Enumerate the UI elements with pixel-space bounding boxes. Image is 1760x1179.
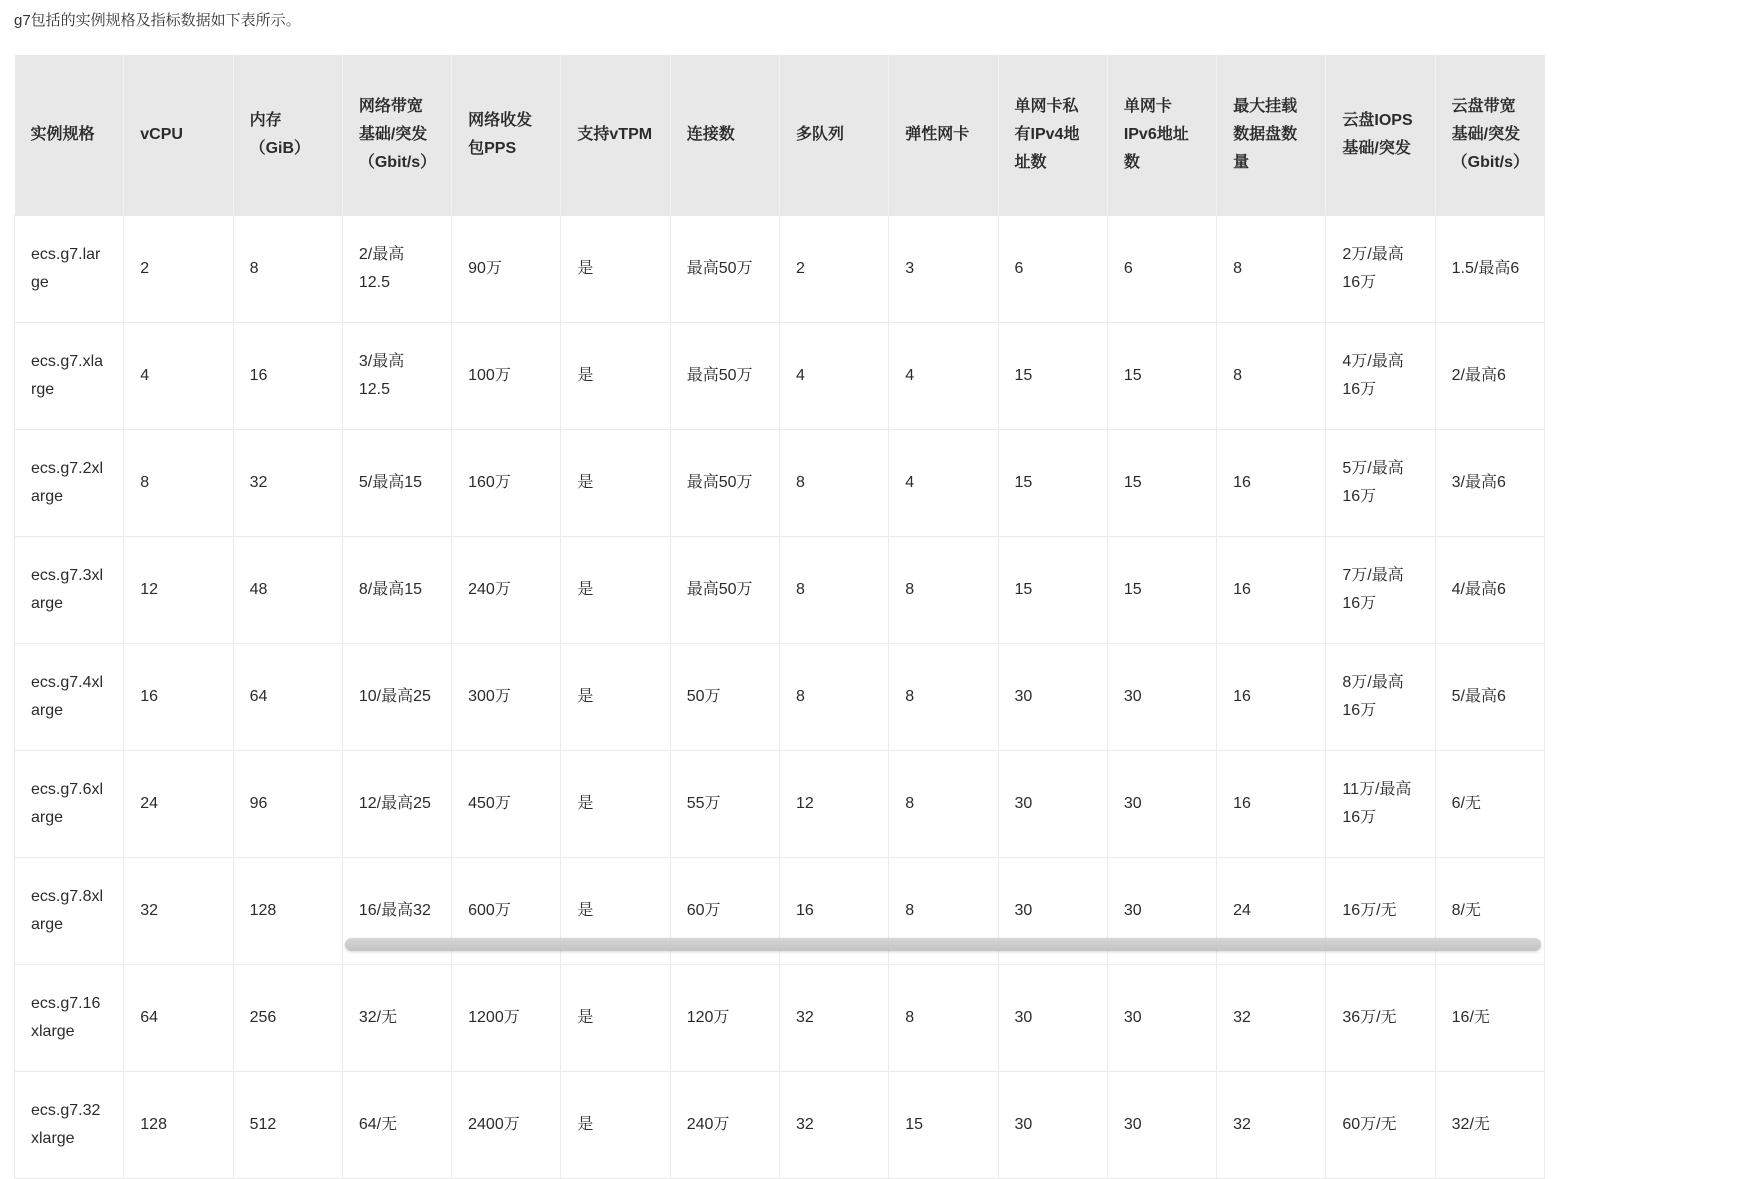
table-cell: 8 bbox=[1217, 216, 1326, 323]
table-cell: 是 bbox=[561, 216, 670, 323]
column-header: 实例规格 bbox=[15, 55, 124, 216]
table-cell: 15 bbox=[1107, 430, 1216, 537]
table-cell: 160万 bbox=[452, 430, 561, 537]
table-cell: 240万 bbox=[670, 1072, 779, 1179]
column-header: 网络带宽基础/突发（Gbit/s） bbox=[342, 55, 451, 216]
table-cell: 4 bbox=[889, 323, 998, 430]
table-cell: 是 bbox=[561, 751, 670, 858]
table-cell: 16 bbox=[124, 644, 233, 751]
table-cell: 30 bbox=[1107, 965, 1216, 1072]
table-cell: 30 bbox=[998, 1072, 1107, 1179]
table-cell: 32/无 bbox=[1435, 1072, 1544, 1179]
table-cell: 24 bbox=[1217, 858, 1326, 965]
table-cell: 4 bbox=[124, 323, 233, 430]
table-cell: 36万/无 bbox=[1326, 965, 1435, 1072]
table-cell: 8万/最高16万 bbox=[1326, 644, 1435, 751]
table-cell: 55万 bbox=[670, 751, 779, 858]
table-cell: 8/最高15 bbox=[342, 537, 451, 644]
instance-type-cell: ecs.g7.16xlarge bbox=[15, 965, 124, 1072]
table-cell: 6 bbox=[998, 216, 1107, 323]
table-cell: 8 bbox=[124, 430, 233, 537]
table-cell: 8 bbox=[1217, 323, 1326, 430]
table-row bbox=[15, 751, 1545, 858]
table-cell: 4/最高6 bbox=[1435, 537, 1544, 644]
table-cell: 2400万 bbox=[452, 1072, 561, 1179]
table-cell: 15 bbox=[1107, 323, 1216, 430]
table-cell: 16/无 bbox=[1435, 965, 1544, 1072]
column-header: vCPU bbox=[124, 55, 233, 216]
table-cell: 100万 bbox=[452, 323, 561, 430]
table-cell: 16 bbox=[1217, 430, 1326, 537]
table-cell: 6/无 bbox=[1435, 751, 1544, 858]
instance-type-cell: ecs.g7.2xlarge bbox=[15, 430, 124, 537]
table-cell: 30 bbox=[1107, 1072, 1216, 1179]
table-cell: 16 bbox=[1217, 537, 1326, 644]
table-cell: 是 bbox=[561, 1072, 670, 1179]
table-body bbox=[15, 216, 1545, 1179]
table-cell: 2/最高6 bbox=[1435, 323, 1544, 430]
table-cell: 4 bbox=[889, 430, 998, 537]
table-cell: 是 bbox=[561, 537, 670, 644]
table-header bbox=[15, 55, 1545, 216]
table-cell: 2 bbox=[779, 216, 888, 323]
table-cell: 128 bbox=[124, 1072, 233, 1179]
table-cell: 4 bbox=[779, 323, 888, 430]
table-cell: 15 bbox=[998, 537, 1107, 644]
table-cell: 5/最高6 bbox=[1435, 644, 1544, 751]
instance-type-cell: ecs.g7.8xlarge bbox=[15, 858, 124, 965]
column-header: 网络收发包PPS bbox=[452, 55, 561, 216]
table-cell: 12 bbox=[124, 537, 233, 644]
table-cell: 48 bbox=[233, 537, 342, 644]
table-cell: 12/最高25 bbox=[342, 751, 451, 858]
table-cell: 30 bbox=[998, 644, 1107, 751]
table-cell: 8 bbox=[889, 965, 998, 1072]
table-cell: 512 bbox=[233, 1072, 342, 1179]
table-cell: 是 bbox=[561, 323, 670, 430]
table-cell: 64/无 bbox=[342, 1072, 451, 1179]
header-row bbox=[15, 55, 1545, 216]
table-cell: 32/无 bbox=[342, 965, 451, 1072]
table-cell: 30 bbox=[998, 751, 1107, 858]
table-cell: 300万 bbox=[452, 644, 561, 751]
column-header: 弹性网卡 bbox=[889, 55, 998, 216]
table-cell: 32 bbox=[124, 858, 233, 965]
instance-type-cell: ecs.g7.large bbox=[15, 216, 124, 323]
table-cell: 6 bbox=[1107, 216, 1216, 323]
table-cell: 8 bbox=[889, 644, 998, 751]
table-cell: 最高50万 bbox=[670, 216, 779, 323]
table-cell: 是 bbox=[561, 430, 670, 537]
table-cell: 8 bbox=[889, 751, 998, 858]
table-cell: 30 bbox=[1107, 858, 1216, 965]
table-cell: 600万 bbox=[452, 858, 561, 965]
table-cell: 最高50万 bbox=[670, 430, 779, 537]
table-cell: 4万/最高16万 bbox=[1326, 323, 1435, 430]
table-cell: 256 bbox=[233, 965, 342, 1072]
table-cell: 3/最高12.5 bbox=[342, 323, 451, 430]
table-cell: 30 bbox=[1107, 751, 1216, 858]
table-cell: 8 bbox=[779, 644, 888, 751]
table-cell: 240万 bbox=[452, 537, 561, 644]
instance-type-cell: ecs.g7.xlarge bbox=[15, 323, 124, 430]
table-cell: 16/最高32 bbox=[342, 858, 451, 965]
table-cell: 3/最高6 bbox=[1435, 430, 1544, 537]
table-cell: 3 bbox=[889, 216, 998, 323]
table-cell: 8 bbox=[889, 858, 998, 965]
table-cell: 11万/最高16万 bbox=[1326, 751, 1435, 858]
intro-text: g7包括的实例规格及指标数据如下表所示。 bbox=[14, 12, 301, 29]
table-cell: 96 bbox=[233, 751, 342, 858]
table-row bbox=[15, 323, 1545, 430]
table-cell: 64 bbox=[233, 644, 342, 751]
table-cell: 2/最高12.5 bbox=[342, 216, 451, 323]
instance-spec-table bbox=[14, 55, 1545, 1179]
table-cell: 8 bbox=[889, 537, 998, 644]
table-cell: 12 bbox=[779, 751, 888, 858]
table-cell: 5万/最高16万 bbox=[1326, 430, 1435, 537]
table-cell: 15 bbox=[889, 1072, 998, 1179]
horizontal-scrollbar-thumb[interactable] bbox=[345, 938, 1541, 951]
table-cell: 32 bbox=[779, 965, 888, 1072]
table-cell: 15 bbox=[998, 323, 1107, 430]
table-cell: 1200万 bbox=[452, 965, 561, 1072]
table-row bbox=[15, 965, 1545, 1072]
table-row bbox=[15, 216, 1545, 323]
table-cell: 64 bbox=[124, 965, 233, 1072]
table-cell: 5/最高15 bbox=[342, 430, 451, 537]
table-cell: 450万 bbox=[452, 751, 561, 858]
table-row bbox=[15, 430, 1545, 537]
column-header: 多队列 bbox=[779, 55, 888, 216]
column-header: 云盘带宽基础/突发（Gbit/s） bbox=[1435, 55, 1544, 216]
table-cell: 最高50万 bbox=[670, 537, 779, 644]
table-cell: 30 bbox=[998, 858, 1107, 965]
table-cell: 8 bbox=[233, 216, 342, 323]
table-cell: 16 bbox=[779, 858, 888, 965]
column-header: 最大挂载数据盘数量 bbox=[1217, 55, 1326, 216]
instance-type-cell: ecs.g7.32xlarge bbox=[15, 1072, 124, 1179]
column-header: 连接数 bbox=[670, 55, 779, 216]
table-cell: 是 bbox=[561, 858, 670, 965]
table-cell: 32 bbox=[1217, 965, 1326, 1072]
table-cell: 是 bbox=[561, 644, 670, 751]
table-cell: 15 bbox=[1107, 537, 1216, 644]
table-cell: 60万 bbox=[670, 858, 779, 965]
column-header: 支持vTPM bbox=[561, 55, 670, 216]
table-cell: 30 bbox=[998, 965, 1107, 1072]
table-cell: 32 bbox=[779, 1072, 888, 1179]
table-cell: 50万 bbox=[670, 644, 779, 751]
table-cell: 10/最高25 bbox=[342, 644, 451, 751]
table-cell: 15 bbox=[998, 430, 1107, 537]
table-cell: 8 bbox=[779, 537, 888, 644]
table-cell: 16 bbox=[233, 323, 342, 430]
table-cell: 最高50万 bbox=[670, 323, 779, 430]
table-row bbox=[15, 644, 1545, 751]
table-cell: 8/无 bbox=[1435, 858, 1544, 965]
table-cell: 120万 bbox=[670, 965, 779, 1072]
column-header: 单网卡私有IPv4地址数 bbox=[998, 55, 1107, 216]
table-row bbox=[15, 537, 1545, 644]
table-cell: 128 bbox=[233, 858, 342, 965]
table-cell: 32 bbox=[233, 430, 342, 537]
instance-type-cell: ecs.g7.3xlarge bbox=[15, 537, 124, 644]
table-cell: 16 bbox=[1217, 751, 1326, 858]
table-cell: 90万 bbox=[452, 216, 561, 323]
column-header: 云盘IOPS基础/突发 bbox=[1326, 55, 1435, 216]
table-cell: 30 bbox=[1107, 644, 1216, 751]
table-cell: 2万/最高16万 bbox=[1326, 216, 1435, 323]
table-row bbox=[15, 1072, 1545, 1179]
instance-type-cell: ecs.g7.4xlarge bbox=[15, 644, 124, 751]
table-cell: 16 bbox=[1217, 644, 1326, 751]
table-cell: 32 bbox=[1217, 1072, 1326, 1179]
instance-type-cell: ecs.g7.6xlarge bbox=[15, 751, 124, 858]
table-cell: 1.5/最高6 bbox=[1435, 216, 1544, 323]
table-cell: 16万/无 bbox=[1326, 858, 1435, 965]
table-cell: 是 bbox=[561, 965, 670, 1072]
table-cell: 60万/无 bbox=[1326, 1072, 1435, 1179]
table-cell: 2 bbox=[124, 216, 233, 323]
table-cell: 24 bbox=[124, 751, 233, 858]
column-header: 单网卡IPv6地址数 bbox=[1107, 55, 1216, 216]
table-cell: 8 bbox=[779, 430, 888, 537]
column-header: 内存（GiB） bbox=[233, 55, 342, 216]
table-cell: 7万/最高16万 bbox=[1326, 537, 1435, 644]
